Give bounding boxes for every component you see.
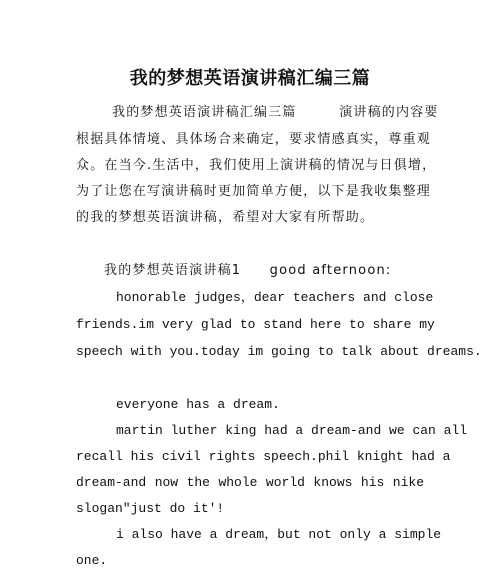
speech-heading: 我的梦想英语演讲稿1 good afternoon: bbox=[104, 263, 392, 278]
paragraph-line: dream-and now the whole world knows his nike bbox=[76, 475, 424, 490]
paragraph-line: i also have a dream，but not only a simple bbox=[116, 527, 442, 542]
paragraph-line: slogan"just do it'! bbox=[76, 501, 225, 516]
paragraph-line: one. bbox=[76, 553, 108, 568]
paragraph-line: everyone has a dream. bbox=[116, 397, 280, 412]
intro-line: 为了让您在写演讲稿时更加简单方便，以下是我收集整理 bbox=[76, 184, 432, 199]
intro-line: 根据具体情境、具体场合来确定，要求情感真实，尊重观 bbox=[76, 132, 432, 147]
paragraph-line: martin luther king had a dream-and we can all bbox=[116, 423, 468, 438]
intro-line: 众。在当今.生活中，我们使用上演讲稿的情况与日俱增， bbox=[76, 158, 437, 173]
intro-line: 的我的梦想英语演讲稿，希望对大家有所帮助。 bbox=[76, 210, 375, 225]
paragraph-line: speech with you.today im going to talk about dreams. bbox=[76, 344, 482, 359]
document-title: 我的梦想英语演讲稿汇编三篇 bbox=[129, 68, 371, 89]
paragraph-line: honorable judges，dear teachers and close bbox=[116, 290, 434, 305]
paragraph-line: friends.im very glad to stand here to share my bbox=[76, 317, 435, 332]
paragraph-line: recall his civil rights speech.phil knight had a bbox=[76, 449, 451, 464]
intro-line: 我的梦想英语演讲稿汇编三篇 演讲稿的内容要 bbox=[112, 105, 439, 120]
